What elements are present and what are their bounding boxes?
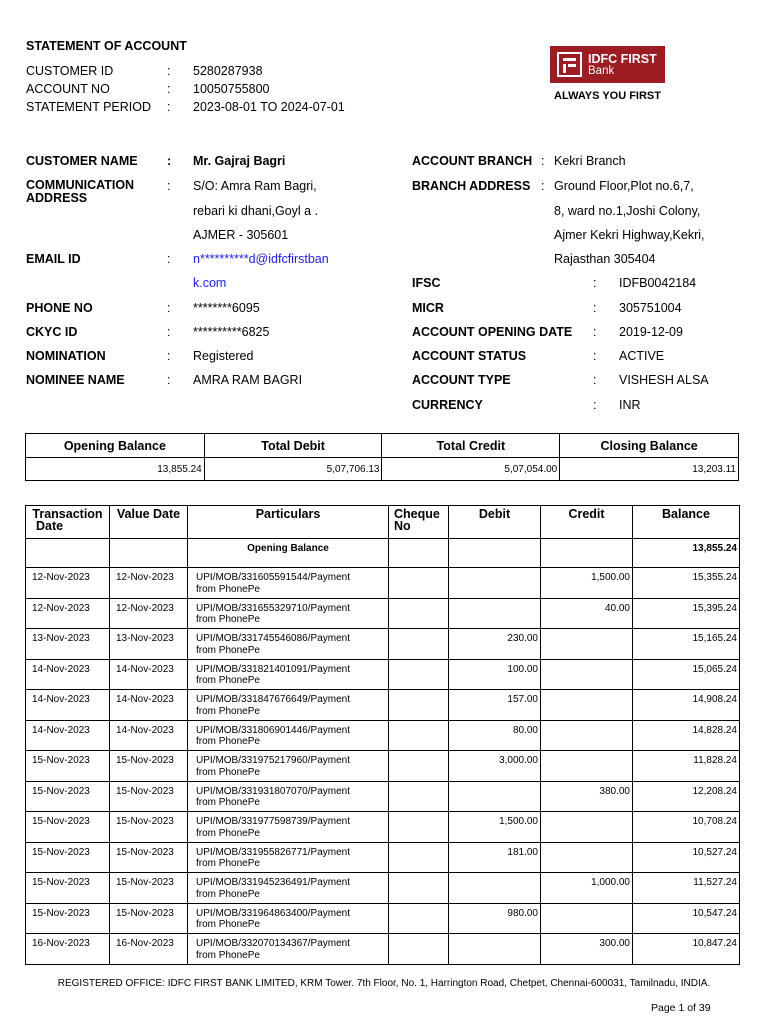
ckyc-value: **********6825 [193,325,270,339]
phone-label: PHONE NO [26,301,93,315]
table-row [26,751,740,782]
particulars-line-1: UPI/MOB/332070134367/Payment [196,938,350,949]
particulars-line-1: UPI/MOB/331977598739/Payment [196,816,350,827]
transaction-date: 15-Nov-2023 [26,842,110,873]
table-row [26,812,740,843]
cheque-no [389,720,449,751]
currency-sep: : [593,398,597,412]
account-no-sep: : [167,82,171,96]
particulars-line-2: from PhonePe [196,766,260,778]
value-date: 15-Nov-2023 [110,781,188,812]
branch-address-line-1: Ground Floor,Plot no.6,7, [554,179,694,193]
summary-debit-value: 5,07,706.13 [204,458,382,481]
table-row [26,598,740,629]
account-opening-date-sep: : [593,325,597,339]
customer-name-sep: : [167,154,172,168]
opening-balance-value: 13,855.24 [633,539,740,568]
branch-address-label: BRANCH ADDRESS [412,179,531,193]
transaction-date: 12-Nov-2023 [26,598,110,629]
account-opening-date-label: ACCOUNT OPENING DATE [412,325,573,339]
cheque-no [389,903,449,934]
cheque-no [389,934,449,965]
credit-amount [541,842,633,873]
credit-amount [541,812,633,843]
balance-amount: 10,527.24 [633,842,740,873]
particulars-line-2: from PhonePe [196,736,260,747]
table-row [26,568,740,599]
bank-logo-line2: Bank [588,64,615,77]
debit-amount: 980.00 [449,903,541,934]
value-date: 15-Nov-2023 [110,812,188,843]
particulars-line-2: from PhonePe [196,827,260,839]
account-status-label: ACCOUNT STATUS [412,349,527,363]
col-header-balance: Balance [633,506,740,539]
particulars-line-1: UPI/MOB/331605591544/Payment [196,572,350,583]
transaction-date: 12-Nov-2023 [26,568,110,599]
credit-amount: 300.00 [541,934,633,965]
credit-amount [541,629,633,660]
particulars-line-1: UPI/MOB/331975217960/Payment [196,755,350,766]
particulars [188,629,389,660]
transaction-date: 14-Nov-2023 [26,720,110,751]
bank-tagline: ALWAYS YOU FIRST [554,90,661,102]
summary-header-closing: Closing Balance [560,434,739,458]
branch-address-sep: : [541,179,545,193]
balance-amount: 14,828.24 [633,720,740,751]
summary-opening-value: 13,855.24 [26,458,205,481]
transaction-date: 13-Nov-2023 [26,629,110,660]
debit-amount [449,873,541,904]
customer-name-value: Mr. Gajraj Bagri [193,154,286,168]
nominee-label: NOMINEE NAME [26,373,125,387]
particulars [188,751,389,782]
nominee-value: AMRA RAM BAGRI [193,373,303,387]
customer-name-label: CUSTOMER NAME [26,154,138,168]
cheque-no [389,629,449,660]
communication-address-label: COMMUNICATION ADDRESS [26,178,135,205]
nomination-value: Registered [193,349,254,363]
branch-address-line-4: Rajasthan 305404 [554,252,656,266]
ifsc-label: IFSC [412,276,441,290]
cheque-no [389,659,449,690]
particulars-line-1: UPI/MOB/331806901446/Payment [196,724,350,736]
value-date: 14-Nov-2023 [110,659,188,690]
particulars-line-2: from PhonePe [196,675,260,686]
debit-amount: 181.00 [449,842,541,873]
value-date: 15-Nov-2023 [110,751,188,782]
particulars [188,598,389,629]
credit-amount [541,659,633,690]
table-row [26,720,740,751]
statement-period-value: 2023-08-01 TO 2024-07-01 [193,100,345,114]
communication-address-sep: : [167,179,171,193]
bank-logo-icon [557,52,582,77]
balance-amount: 15,065.24 [633,659,740,690]
particulars [188,842,389,873]
currency-value: INR [619,398,641,412]
particulars-line-1: UPI/MOB/331945236491/Payment [196,877,350,888]
debit-amount: 80.00 [449,720,541,751]
transaction-date: 16-Nov-2023 [26,934,110,965]
table-row [26,934,740,965]
opening-balance-row [26,539,740,568]
value-date: 14-Nov-2023 [110,720,188,751]
credit-amount: 1,000.00 [541,873,633,904]
value-date: 12-Nov-2023 [110,598,188,629]
table-row [26,659,740,690]
balance-amount: 10,547.24 [633,903,740,934]
credit-amount [541,751,633,782]
particulars-line-2: from PhonePe [196,797,260,808]
balance-summary-table [25,433,739,481]
credit-amount: 1,500.00 [541,568,633,599]
micr-label: MICR [412,301,444,315]
cheque-no [389,568,449,599]
particulars-line-2: from PhonePe [196,888,260,900]
debit-amount: 1,500.00 [449,812,541,843]
phone-value: ********6095 [193,301,260,315]
transaction-date: 15-Nov-2023 [26,873,110,904]
particulars [188,720,389,751]
registered-office: REGISTERED OFFICE: IDFC FIRST BANK LIMITED, KRM Tower. 7th Floor, No. 1, Harrington Road, Chetpet, Chennai-600031, Tamilnadu, INDIA. [57,978,711,989]
nominee-sep: : [167,373,171,387]
email-value-line2[interactable]: k.com [193,276,227,290]
customer-id-label: CUSTOMER ID [26,64,114,78]
credit-amount [541,690,633,721]
transaction-date: 15-Nov-2023 [26,751,110,782]
table-row [26,903,740,934]
debit-amount: 157.00 [449,690,541,721]
branch-address-line-2: 8, ward no.1,Joshi Colony, [554,204,701,218]
particulars [188,934,389,965]
micr-value: 305751004 [619,301,682,315]
value-date: 15-Nov-2023 [110,903,188,934]
ifsc-value: IDFB0042184 [619,276,697,290]
email-value-line1[interactable]: n**********d@idfcfirstban [193,252,329,266]
credit-amount [541,720,633,751]
col-header-debit: Debit [449,506,541,539]
particulars-line-2: from PhonePe [196,614,260,625]
balance-amount: 15,165.24 [633,629,740,660]
credit-amount: 380.00 [541,781,633,812]
account-status-value: ACTIVE [619,349,665,363]
particulars-line-1: UPI/MOB/331964863400/Payment [196,907,350,919]
currency-label: CURRENCY [412,398,483,412]
account-type-label: ACCOUNT TYPE [412,373,511,387]
account-branch-value: Kekri Branch [554,154,626,168]
particulars [188,659,389,690]
particulars-line-1: UPI/MOB/331655329710/Payment [196,602,350,614]
phone-sep: : [167,301,171,315]
balance-amount: 15,355.24 [633,568,740,599]
account-no-value: 10050755800 [193,82,270,96]
account-branch-sep: : [541,154,545,168]
table-row [26,629,740,660]
nomination-label: NOMINATION [26,349,106,363]
particulars-line-1: UPI/MOB/331745546086/Payment [196,633,350,644]
debit-amount: 3,000.00 [449,751,541,782]
account-status-sep: : [593,349,597,363]
address-line-2: rebari ki dhani,Goyl a . [193,204,319,218]
col-header-particulars: Particulars [188,506,389,539]
debit-amount: 230.00 [449,629,541,660]
table-row [26,842,740,873]
col-header-cheque-no: Cheque No [389,506,449,539]
ifsc-sep: : [593,276,597,290]
particulars-line-1: UPI/MOB/331821401091/Payment [196,663,350,675]
balance-amount: 11,527.24 [633,873,740,904]
summary-header-debit: Total Debit [204,434,382,458]
account-opening-date-value: 2019-12-09 [619,325,683,339]
account-no-label: ACCOUNT NO [26,82,110,96]
transaction-date: 15-Nov-2023 [26,903,110,934]
bank-logo-line1: IDFC FIRST [588,51,657,66]
ckyc-sep: : [167,325,171,339]
value-date: 13-Nov-2023 [110,629,188,660]
cheque-no [389,751,449,782]
address-line-3: AJMER - 305601 [193,228,289,242]
cheque-no [389,842,449,873]
col-header-value-date: Value Date [110,506,188,539]
balance-amount: 10,847.24 [633,934,740,965]
debit-amount [449,934,541,965]
transaction-date: 14-Nov-2023 [26,659,110,690]
particulars-line-2: from PhonePe [196,705,260,717]
particulars [188,873,389,904]
page-number: Page 1 of 39 [651,1002,711,1014]
value-date: 14-Nov-2023 [110,690,188,721]
email-label: EMAIL ID [26,252,81,266]
email-sep: : [167,252,171,266]
col-header-transaction-date: Transaction Date [26,506,110,539]
particulars-line-1: UPI/MOB/331955826771/Payment [196,846,350,858]
summary-closing-value: 13,203.11 [560,458,739,481]
debit-amount [449,568,541,599]
balance-amount: 14,908.24 [633,690,740,721]
summary-header-opening: Opening Balance [26,434,205,458]
table-row [26,873,740,904]
particulars-line-2: from PhonePe [196,919,260,930]
summary-header-credit: Total Credit [382,434,560,458]
particulars [188,781,389,812]
statement-period-label: STATEMENT PERIOD [26,100,152,114]
particulars-line-2: from PhonePe [196,858,260,869]
cheque-no [389,690,449,721]
particulars-line-1: UPI/MOB/331847676649/Payment [196,694,350,705]
particulars [188,812,389,843]
value-date: 15-Nov-2023 [110,873,188,904]
particulars-line-2: from PhonePe [196,949,260,961]
opening-balance-label: Opening Balance [188,539,389,568]
particulars-line-2: from PhonePe [196,583,260,595]
value-date: 12-Nov-2023 [110,568,188,599]
particulars-line-1: UPI/MOB/331931807070/Payment [196,785,350,797]
nomination-sep: : [167,349,171,363]
statement-period-sep: : [167,100,171,114]
particulars [188,568,389,599]
transactions-table [25,505,740,965]
table-row [26,781,740,812]
transaction-date: 15-Nov-2023 [26,781,110,812]
balance-amount: 15,395.24 [633,598,740,629]
transaction-date: 14-Nov-2023 [26,690,110,721]
micr-sep: : [593,301,597,315]
debit-amount: 100.00 [449,659,541,690]
cheque-no [389,812,449,843]
credit-amount [541,903,633,934]
value-date: 15-Nov-2023 [110,842,188,873]
balance-amount: 12,208.24 [633,781,740,812]
credit-amount: 40.00 [541,598,633,629]
customer-id-sep: : [167,64,171,78]
address-line-1: S/O: Amra Ram Bagri, [193,179,317,193]
cheque-no [389,781,449,812]
debit-amount [449,598,541,629]
debit-amount [449,781,541,812]
transaction-date: 15-Nov-2023 [26,812,110,843]
balance-amount: 10,708.24 [633,812,740,843]
balance-amount: 11,828.24 [633,751,740,782]
value-date: 16-Nov-2023 [110,934,188,965]
account-branch-label: ACCOUNT BRANCH [412,154,533,168]
col-header-credit: Credit [541,506,633,539]
particulars [188,903,389,934]
particulars-line-2: from PhonePe [196,644,260,656]
ckyc-label: CKYC ID [26,325,78,339]
summary-credit-value: 5,07,054.00 [382,458,560,481]
table-row [26,690,740,721]
account-type-value: VISHESH ALSA [619,373,709,387]
statement-title: STATEMENT OF ACCOUNT [26,39,187,53]
branch-address-line-3: Ajmer Kekri Highway,Kekri, [554,228,705,242]
cheque-no [389,873,449,904]
customer-id-value: 5280287938 [193,64,263,78]
bank-logo [550,46,665,83]
cheque-no [389,598,449,629]
particulars [188,690,389,721]
account-type-sep: : [593,373,597,387]
